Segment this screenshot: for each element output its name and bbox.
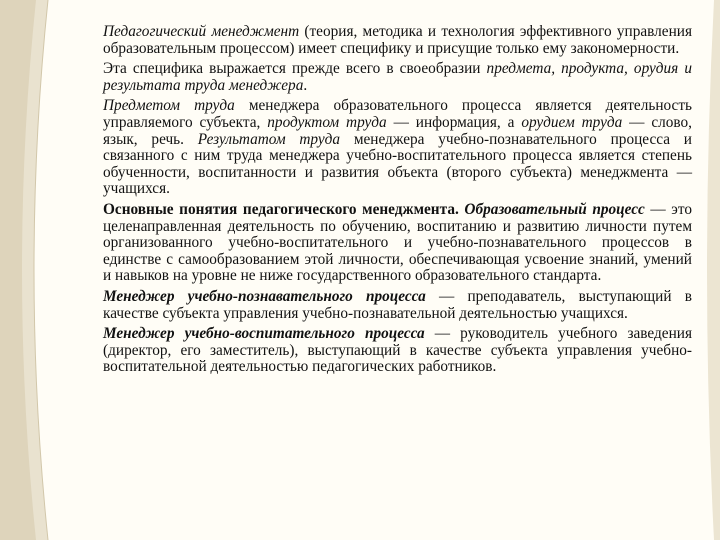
- emphasis-subject-product: предмета, продукта, орудия и результата труда менеджера: [103, 60, 692, 94]
- term-pedagogical-management: Педагогический менеджмент: [103, 23, 300, 40]
- paragraph-basic-concepts: [103, 202, 692, 285]
- term-result-of-labor: Результатом труда: [197, 130, 341, 148]
- term-educational-process-manager: Менеджер учебно-воспитательного процесса: [103, 325, 425, 343]
- paragraph-specificity: [103, 61, 692, 94]
- slide-text: [103, 24, 692, 380]
- term-cognitive-process-manager: Менеджер учебно-познавательного процесса: [103, 287, 426, 305]
- paragraph-text: менеджера образовательного процесса является деятельность управляемого субъекта,: [103, 97, 692, 131]
- term-tool-of-labor: орудием труда: [521, 113, 623, 131]
- section-heading: Основные понятия педагогического менеджмента.: [103, 200, 459, 218]
- paragraph-definition: [103, 24, 692, 57]
- term-subject-of-labor: Предметом труда: [103, 97, 235, 115]
- term-product-of-labor: продуктом труда: [267, 113, 387, 131]
- paragraph-text: менеджера учебно-познавательного процесса и связанного с ним труда менеджера учебно-воспитательного процесса является степень обученности, воспитанности и развития объекта (второго субъекта) менеджмента — учащихся.: [103, 130, 692, 198]
- paragraph-text: — слово, язык, речь.: [103, 113, 692, 148]
- paragraph-text: Эта специфика выражается прежде всего в своеобразии: [103, 60, 487, 78]
- term-educational-process: Образовательный процесс: [464, 200, 645, 218]
- paragraph-labor-subject: [103, 98, 692, 198]
- paragraph-text: — это целенаправленная деятельность по обучению, воспитанию и развитию личности путем организованного учебно-воспитательного и учебно-познавательного процессов в единстве с самообразованием этой личности, обеспечивающая усвоение знаний, умений и навыков на уровне не ниже государственного образовательного стандарта.: [103, 200, 692, 285]
- left-decorative-border: [0, 0, 60, 540]
- paragraph-end: .: [303, 76, 308, 94]
- paragraph-educational-manager: [103, 326, 692, 376]
- paragraph-text: — руководитель учебного заведения (директор, его заместитель), выступающий в качестве субъекта управления учебно-воспитательной деятельностью педагогических работников.: [103, 325, 692, 376]
- paragraph-text: — преподаватель, выступающий в качестве субъекта управления учебно-познавательной деятельностью учащихся.: [103, 287, 692, 322]
- paragraph-cognitive-manager: [103, 289, 692, 322]
- paragraph-text: — информация, а: [386, 113, 522, 131]
- paragraph-text: (теория, методика и технология эффективного управления образовательным процессом) имеет специфику и присущие только ему закономерности.: [103, 23, 692, 57]
